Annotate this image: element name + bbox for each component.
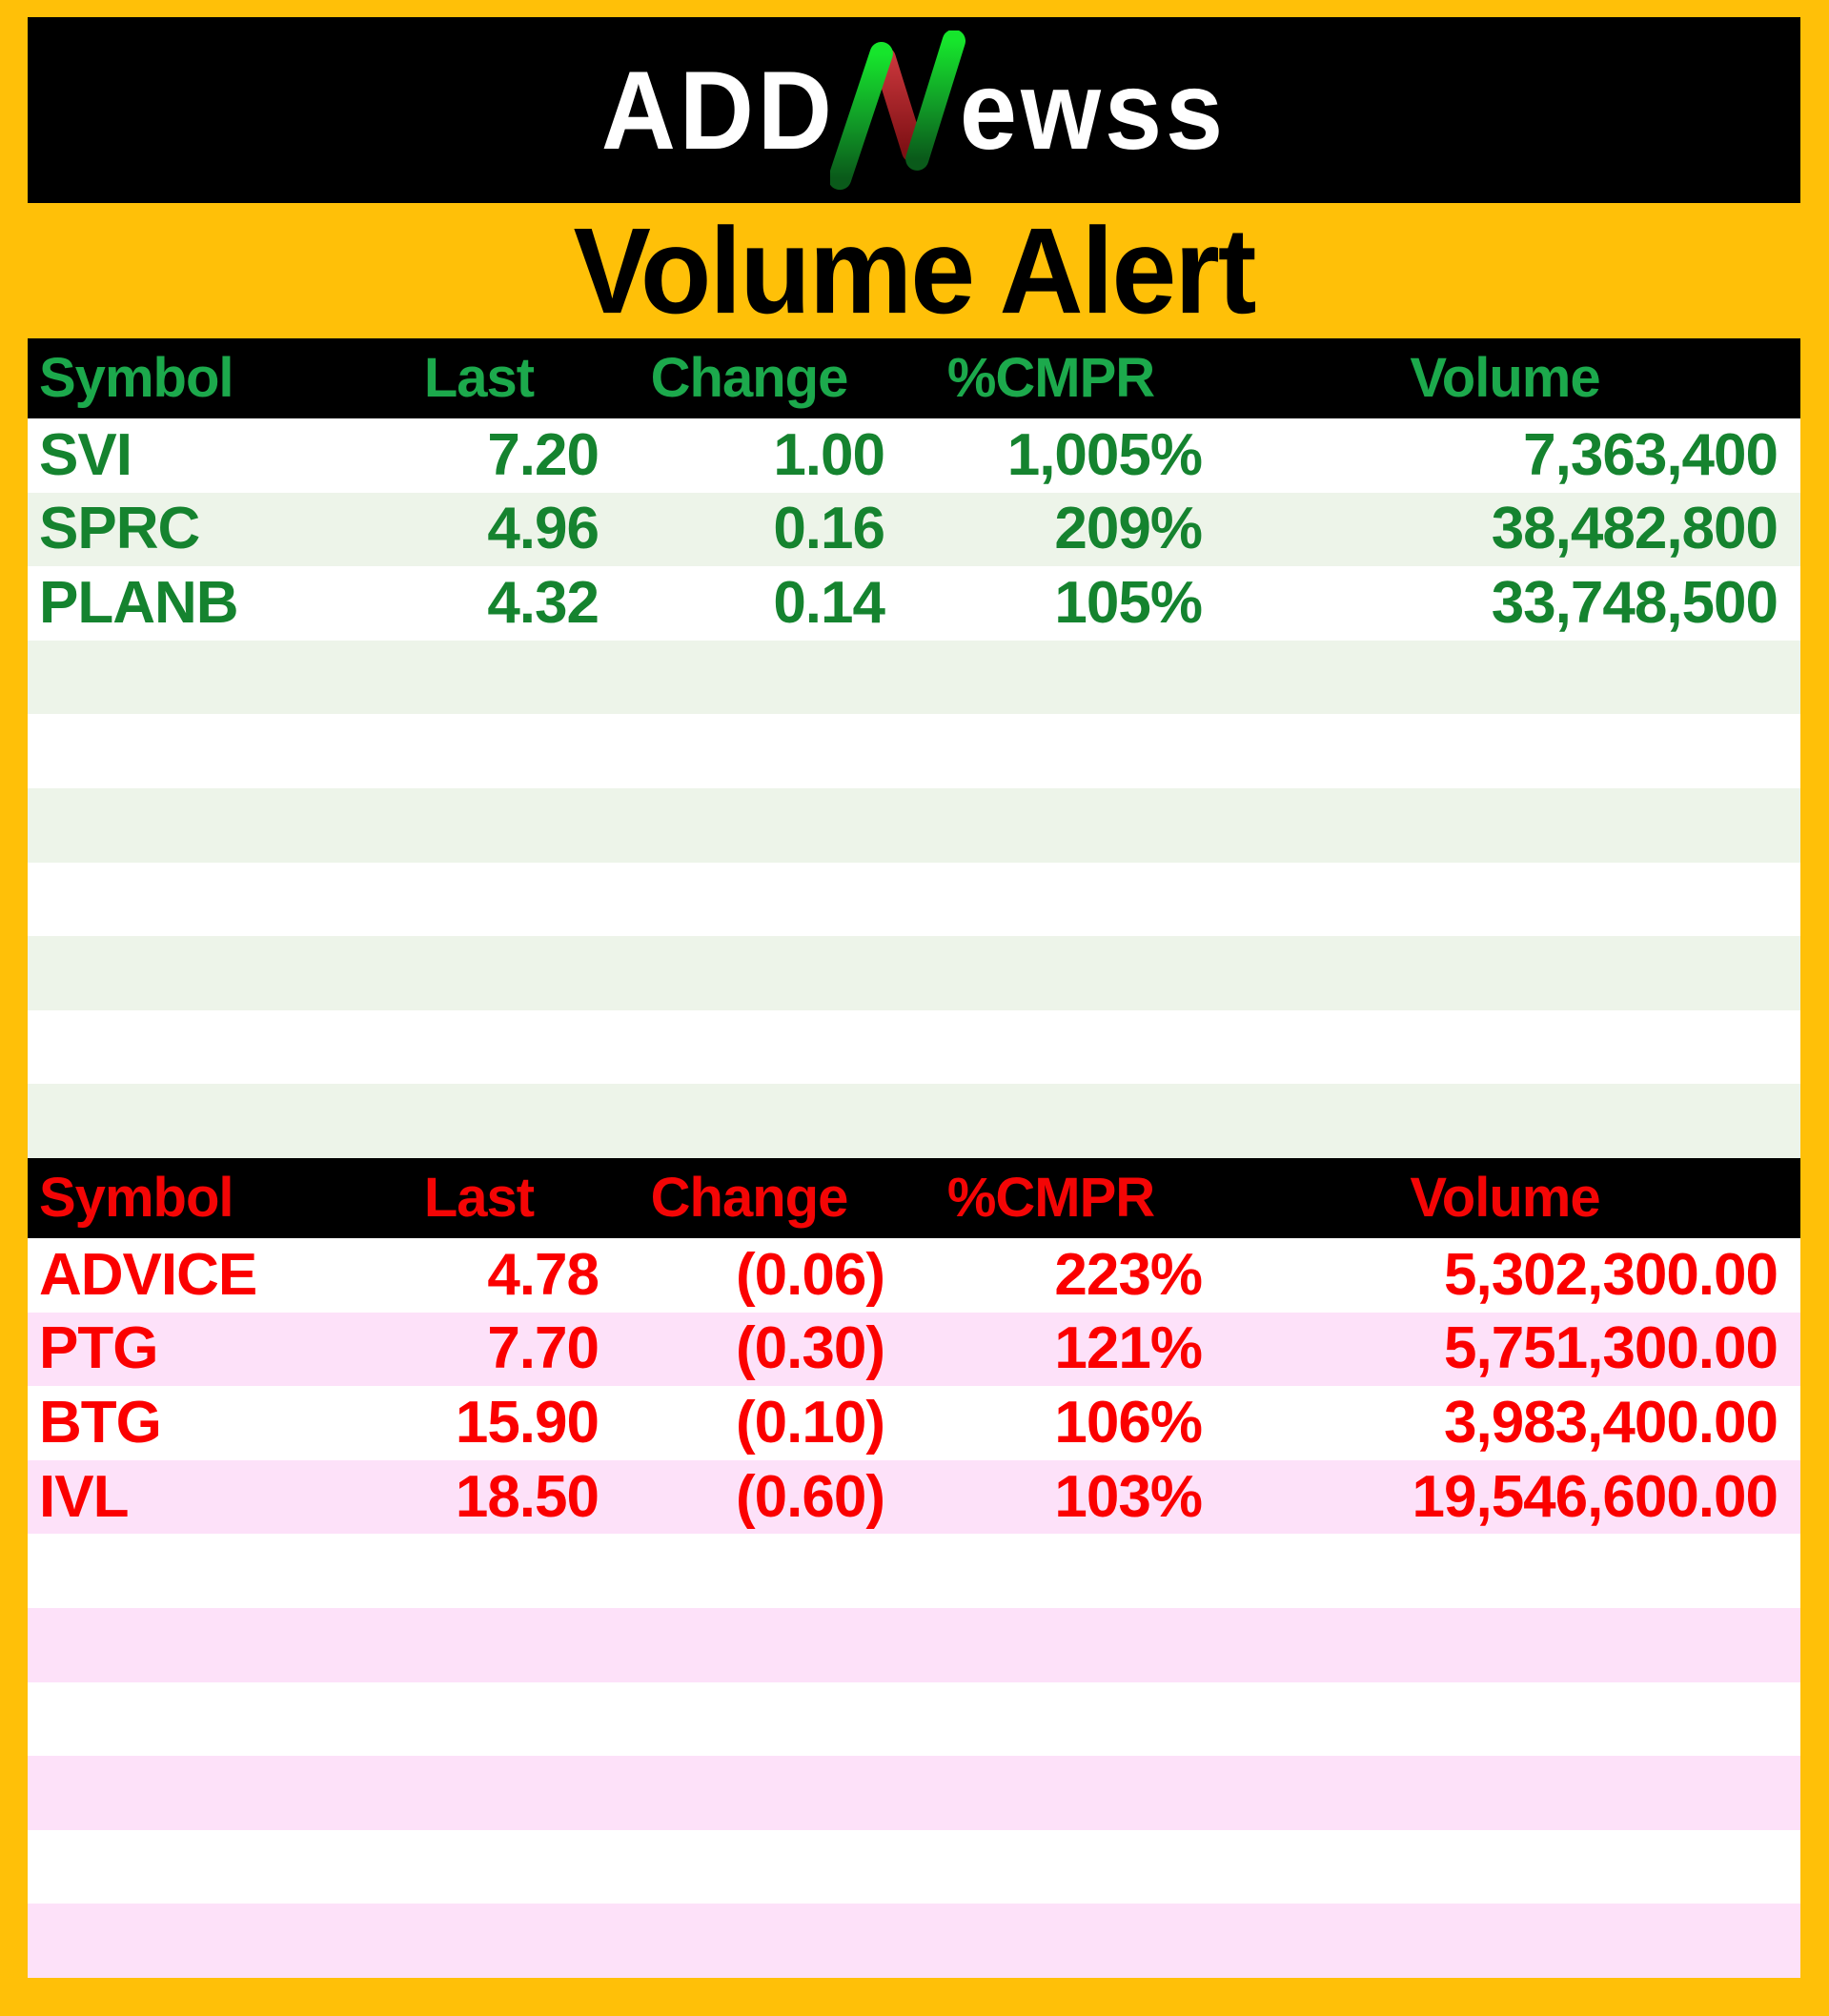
table-header-row bbox=[28, 1158, 1800, 1238]
cell-cmpr: 121% bbox=[1054, 1315, 1202, 1382]
cell-last: 4.96 bbox=[487, 496, 599, 562]
empty-row bbox=[28, 1904, 1800, 1978]
empty-row bbox=[28, 1010, 1800, 1085]
cell-volume: 5,302,300.00 bbox=[1443, 1241, 1778, 1308]
header-symbol: Symbol bbox=[39, 1166, 234, 1229]
header-last: Last bbox=[423, 1166, 535, 1229]
cell-last: 4.32 bbox=[487, 569, 599, 636]
cell-symbol: SPRC bbox=[39, 496, 200, 562]
header-cmpr: %CMPR bbox=[946, 1166, 1155, 1229]
table-green bbox=[28, 338, 1800, 1158]
logo-banner bbox=[28, 17, 1800, 203]
table-row bbox=[28, 493, 1800, 567]
cell-change: (0.10) bbox=[736, 1389, 884, 1456]
empty-row bbox=[28, 1534, 1800, 1608]
cell-change: (0.60) bbox=[736, 1463, 884, 1530]
empty-row bbox=[28, 641, 1800, 715]
header-change: Change bbox=[650, 1166, 848, 1229]
table-header-row bbox=[28, 338, 1800, 418]
cell-volume: 38,482,800 bbox=[1491, 496, 1778, 562]
cell-change: 1.00 bbox=[773, 421, 884, 488]
cell-symbol: ADVICE bbox=[39, 1241, 257, 1308]
logo-text-ewss: ewss bbox=[959, 47, 1228, 173]
cell-cmpr: 223% bbox=[1054, 1241, 1202, 1308]
cell-cmpr: 106% bbox=[1054, 1389, 1202, 1456]
cell-volume: 3,983,400.00 bbox=[1443, 1389, 1778, 1456]
cell-symbol: IVL bbox=[39, 1463, 129, 1530]
table-row bbox=[28, 566, 1800, 641]
cell-volume: 19,546,600.00 bbox=[1412, 1463, 1778, 1530]
page-title: Volume Alert bbox=[573, 202, 1255, 339]
logo-text-add: ADD bbox=[600, 47, 836, 173]
empty-row bbox=[28, 863, 1800, 937]
table-row bbox=[28, 418, 1800, 493]
logo-n-icon bbox=[830, 31, 965, 191]
cell-last: 7.20 bbox=[487, 421, 599, 488]
table-row bbox=[28, 1313, 1800, 1387]
empty-row bbox=[28, 1756, 1800, 1830]
cell-symbol: PTG bbox=[39, 1315, 158, 1382]
empty-row bbox=[28, 714, 1800, 788]
cell-cmpr: 103% bbox=[1054, 1463, 1202, 1530]
cell-last: 15.90 bbox=[455, 1389, 599, 1456]
table-row bbox=[28, 1386, 1800, 1460]
title-band bbox=[28, 203, 1800, 338]
cell-change: 0.16 bbox=[773, 496, 884, 562]
cell-cmpr: 1,005% bbox=[1006, 421, 1202, 488]
header-last: Last bbox=[423, 347, 535, 409]
cell-last: 7.70 bbox=[487, 1315, 599, 1382]
empty-row bbox=[28, 1084, 1800, 1158]
content-frame bbox=[28, 17, 1800, 1978]
tables-root bbox=[28, 338, 1800, 1978]
empty-row bbox=[28, 788, 1800, 863]
empty-row bbox=[28, 936, 1800, 1010]
cell-symbol: PLANB bbox=[39, 569, 238, 636]
cell-last: 4.78 bbox=[487, 1241, 599, 1308]
empty-row bbox=[28, 1682, 1800, 1757]
table-row bbox=[28, 1238, 1800, 1313]
empty-row bbox=[28, 1608, 1800, 1682]
header-volume: Volume bbox=[1410, 347, 1600, 409]
cell-symbol: SVI bbox=[39, 421, 132, 488]
header-change: Change bbox=[650, 347, 848, 409]
header-cmpr: %CMPR bbox=[946, 347, 1155, 409]
cell-volume: 33,748,500 bbox=[1491, 569, 1778, 636]
cell-cmpr: 209% bbox=[1054, 496, 1202, 562]
header-volume: Volume bbox=[1410, 1166, 1600, 1229]
cell-change: (0.30) bbox=[736, 1315, 884, 1382]
table-row bbox=[28, 1460, 1800, 1535]
cell-last: 18.50 bbox=[455, 1463, 599, 1530]
cell-change: (0.06) bbox=[736, 1241, 884, 1308]
table-red bbox=[28, 1158, 1800, 1978]
cell-volume: 7,363,400 bbox=[1523, 421, 1778, 488]
empty-row bbox=[28, 1830, 1800, 1904]
cell-change: 0.14 bbox=[773, 569, 884, 636]
cell-cmpr: 105% bbox=[1054, 569, 1202, 636]
cell-volume: 5,751,300.00 bbox=[1443, 1315, 1778, 1382]
header-symbol: Symbol bbox=[39, 347, 234, 409]
cell-symbol: BTG bbox=[39, 1389, 161, 1456]
